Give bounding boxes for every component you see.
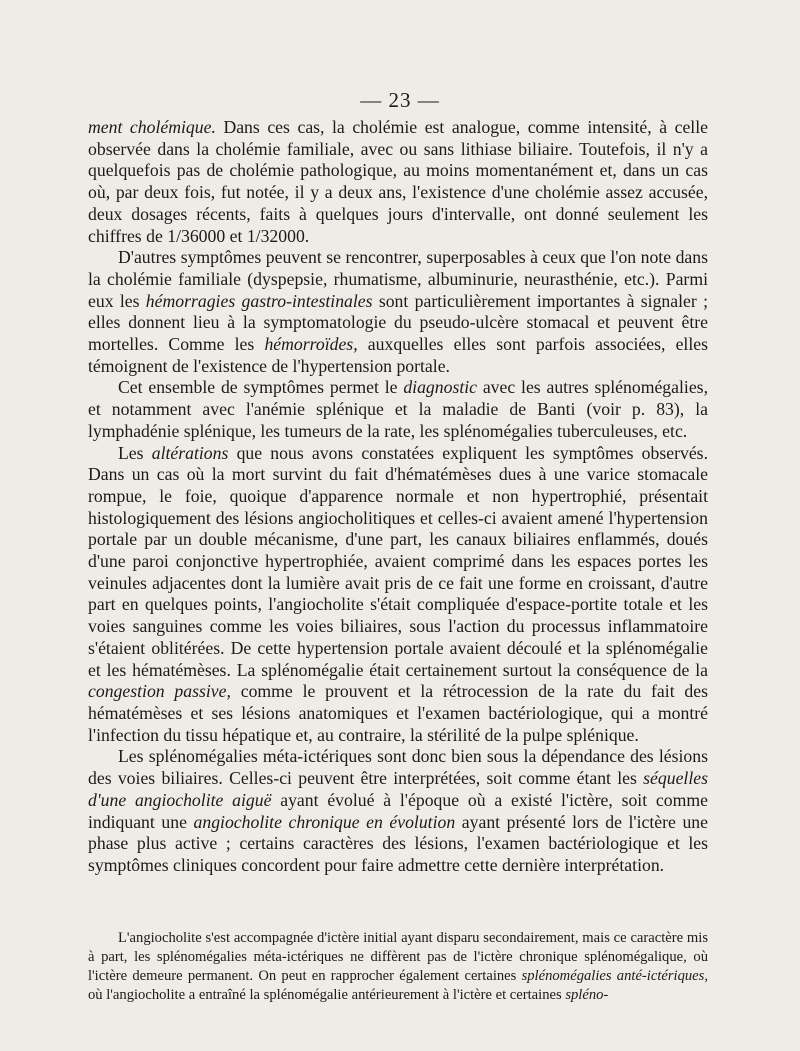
- text-span-italic: angiocholite chronique en évolution: [193, 811, 456, 832]
- text-span-italic: diagnostic: [403, 377, 478, 398]
- text-span-italic: séquelles d'une angiocholite aiguë: [88, 768, 708, 810]
- page-number: — 23 —: [360, 88, 440, 112]
- paragraph: [88, 247, 708, 377]
- text-span: L'angiocholite s'est accompagnée d'ictère initial ayant disparu secondairement, mais ce caractère mis à part, les splénomégalies méta-ictériques ne diffèrent pas de l'ictère chronique splénomégalique, où l'ictère demeure permanent. On peut en rapprocher également certaines: [88, 930, 708, 984]
- text-span: où l'angiocholite a entraîné la splénomégalie antérieurement à l'ictère et certaines: [88, 987, 566, 1003]
- text-span: comme le prouvent et la rétrocession de la rate du fait des hématémèses et ses lésions anatomiques et l'examen bactériologique, qui a montré l'infection du tissu hépatique et, au contraire, la stérilité de la pulpe splénique.: [88, 681, 708, 745]
- text-span-italic: spléno-: [565, 987, 609, 1003]
- text-span: ayant présenté lors de l'ictère une phase plus active ; certains caractères des lésions, l'examen bactériologique et les symptômes cliniques concordent pour faire admettre cette dernière interprétation.: [88, 811, 708, 875]
- note-paragraph: [88, 929, 708, 1005]
- text-span-italic: hémorroïdes,: [264, 334, 358, 355]
- paragraph: [88, 746, 708, 876]
- text-span: auxquelles elles sont parfois associées, elles témoignent de l'existence de l'hypertension portale.: [88, 334, 708, 376]
- text-span-italic: congestion passive,: [88, 681, 231, 702]
- text-span: Cet ensemble de symptômes permet le: [118, 377, 404, 398]
- paragraph: [88, 443, 708, 747]
- text-span: sont particulièrement importantes à signaler ; elles donnent lieu à la symptomatologie du pseudo-ulcère stomacal et peuvent être mortelles. Comme les: [88, 290, 708, 355]
- text-span: Les: [118, 442, 152, 463]
- text-span-italic: ment cholémique.: [88, 117, 216, 137]
- text-span-italic: altérations: [151, 442, 229, 463]
- text-span: que nous avons constatées expliquent les symptômes observés. Dans un cas où la mort survint du fait d'hématémèses dues à une varice stomacale rompue, le foie, quoique d'apparence normale et non hypertrophié, présentait histologiquement des lésions angiocholitiques et celles-ci avaient amené l'hypertension portale par un double mécanisme, d'une part, les canaux biliaires enflammés, doués d'une paroi conjonctive hypertrophiée, avaient comprimé dans les espaces portes les veinules adjacentes dont la lumière avait pris de ce fait une forme en croissant, d'autre part en quelques points, l'angiocholite s'était compliquée d'espace-portite totale et les voies sanguines comme les voies biliaires, sous l'action du processus inflammatoire s'étaient oblitérées. De cette hypertension portale avaient découlé et la splénomégalie et les hématémèses. La splénomégalie était certainement surtout la conséquence de la: [88, 442, 708, 680]
- body-text: [88, 117, 708, 877]
- note-text: [88, 929, 708, 1005]
- paragraph: [88, 377, 708, 442]
- text-span-italic: hémorragies gastro-intestinales: [145, 290, 373, 311]
- paragraph: [88, 117, 708, 247]
- text-span: Dans ces cas, la cholémie est analogue, comme intensité, à celle observée dans la cholémie familiale, avec ou sans lithiase biliaire. Toutefois, il n'y a quelquefois pas de cholémie pathologique, au moins momentanément et, dans un cas où, par deux fois, fut notée, il y a deux ans, l'existence d'une cholémie assez accusée, deux dosages récents, faits à quelques jours d'intervalle, ont donné seulement les chiffres de 1/36000 et 1/32000.: [88, 117, 708, 246]
- text-span-italic: splénomégalies anté-ictériques,: [521, 968, 708, 984]
- text-span: ayant évolué à l'époque où a existé l'ictère, soit comme indiquant une: [88, 789, 708, 832]
- text-span: avec les autres splénomégalies, et notamment avec l'anémie splénique et la maladie de Banti (voir p. 83), la lymphadénie splénique, les tumeurs de la rate, les splénomégalies tuberculeuses, etc.: [88, 377, 708, 441]
- text-span: Les splénomégalies méta-ictériques sont donc bien sous la dépendance des lésions des voies biliaires. Celles-ci peuvent être interprétées, soit comme étant les: [88, 746, 708, 789]
- text-span: D'autres symptômes peuvent se rencontrer, superposables à ceux que l'on note dans la cholémie familiale (dyspepsie, rhumatisme, albuminurie, neurasthénie, etc.). Parmi eux les: [88, 247, 708, 311]
